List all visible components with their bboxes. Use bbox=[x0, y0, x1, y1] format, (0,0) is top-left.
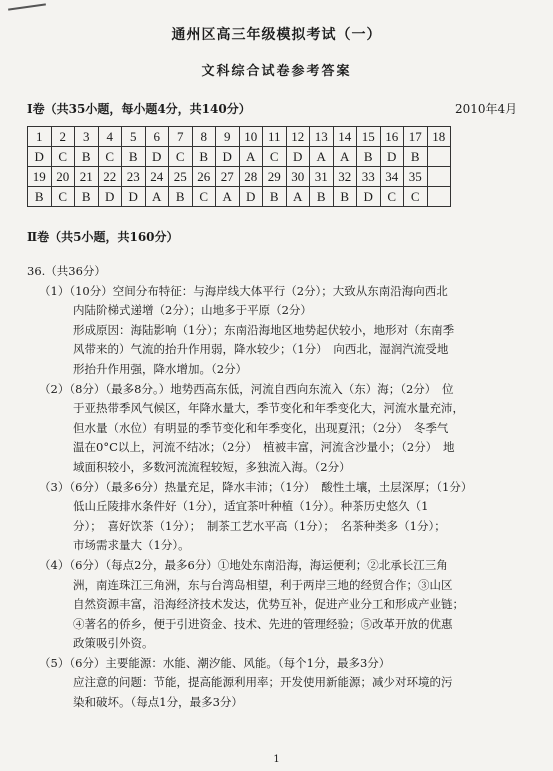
answer-cell: D bbox=[357, 187, 381, 207]
answer-cell: B bbox=[357, 147, 381, 167]
question-number-cell: 3 bbox=[75, 127, 99, 147]
answer-line: 洲，南连珠江三角洲，东与台湾岛相望，利于两岸三地的经贸合作；③山区 bbox=[73, 577, 453, 592]
question-number-cell: 14 bbox=[333, 127, 357, 147]
question-number-cell: 18 bbox=[427, 127, 451, 147]
question-number-cell: 7 bbox=[169, 127, 193, 147]
question-number-row bbox=[28, 167, 451, 187]
answer-line: 政策吸引外资。 bbox=[73, 636, 154, 651]
answer-line: （4）（6分）（每点2分，最多6分）①地处东南沿海，海运便利；②北承长江三角 bbox=[39, 557, 448, 572]
answer-cell: A bbox=[333, 147, 357, 167]
answer-cell: D bbox=[28, 147, 52, 167]
answer-cell: A bbox=[145, 187, 169, 207]
answer-line: 应注意的问题：节能，提高能源利用率；开发使用新能源；减少对环境的污 bbox=[73, 675, 453, 690]
answer-cell: C bbox=[51, 187, 75, 207]
question-number-cell: 4 bbox=[98, 127, 122, 147]
answer-line: 温在0°C以上，河流不结冰；（2分） 植被丰富，河流含沙量小；（2分） 地 bbox=[73, 440, 455, 455]
question-number-cell: 27 bbox=[216, 167, 240, 187]
question-number-cell: 15 bbox=[357, 127, 381, 147]
question-number-cell: 19 bbox=[28, 167, 52, 187]
answer-cell: C bbox=[404, 187, 428, 207]
answer-line: （1）（10分）空间分布特征：与海岸线大体平行（2分）；大致从东南沿海向西北 bbox=[39, 283, 448, 298]
question-number-row bbox=[28, 127, 451, 147]
answer-body bbox=[27, 262, 532, 713]
question-number-cell: 5 bbox=[122, 127, 146, 147]
answer-cell: C bbox=[169, 147, 193, 167]
answer-cell: D bbox=[122, 187, 146, 207]
answer-cell: D bbox=[216, 147, 240, 167]
answer-line: （5）（6分）主要能源：水能、潮汐能、风能。（每个1分，最多3分） bbox=[39, 655, 391, 670]
answer-line: 域面积较小，多数河流流程较短，多独流入海。（2分） bbox=[73, 459, 351, 474]
answer-line: （2）（8分）（最多8分。）地势西高东低，河流自西向东流入（东）海；（2分） 位 bbox=[39, 381, 454, 396]
answer-cell: D bbox=[98, 187, 122, 207]
answer-cell: D bbox=[286, 147, 310, 167]
question-number-cell: 9 bbox=[216, 127, 240, 147]
answer-cell bbox=[427, 147, 451, 167]
answer-cell: C bbox=[380, 187, 404, 207]
answer-cell: B bbox=[404, 147, 428, 167]
question-number-cell: 28 bbox=[239, 167, 263, 187]
question-number-cell: 29 bbox=[263, 167, 287, 187]
answer-line: 市场需求量大（1分）。 bbox=[73, 538, 190, 553]
answer-line: ④著名的侨乡，便于引进资金、技术、先进的管理经验；⑤改革开放的优惠 bbox=[73, 616, 453, 631]
answer-line: （3）（6分）（最多6分）热量充足，降水丰沛；（1分） 酸性土壤，土层深厚；（1分） bbox=[39, 479, 473, 494]
question-number-cell: 30 bbox=[286, 167, 310, 187]
question-number-cell: 16 bbox=[380, 127, 404, 147]
question-number-cell: 17 bbox=[404, 127, 428, 147]
answer-line: 内陆阶梯式递增（2分）；山地多于平原（2分） bbox=[73, 303, 312, 318]
answer-cell: B bbox=[310, 187, 334, 207]
answer-cell: B bbox=[333, 187, 357, 207]
answer-line: 低山丘陵排水条件好（1分），适宜茶叶种植（1分）。种茶历史悠久（1 bbox=[73, 499, 429, 514]
exam-date: 2010年4月 bbox=[455, 102, 518, 116]
question-number-cell: 24 bbox=[145, 167, 169, 187]
answer-row bbox=[28, 147, 451, 167]
question-heading: 36.（共36分） bbox=[27, 264, 106, 278]
answer-cell: B bbox=[169, 187, 193, 207]
answer-cell: C bbox=[98, 147, 122, 167]
question-number-cell: 11 bbox=[263, 127, 287, 147]
question-number-cell bbox=[427, 167, 451, 187]
question-number-cell: 10 bbox=[239, 127, 263, 147]
answer-cell: D bbox=[145, 147, 169, 167]
section1-heading: Ⅰ卷（共35小题，每小题4分，共140分） bbox=[27, 102, 251, 116]
section2-heading: Ⅱ卷（共5小题，共160分） bbox=[27, 230, 179, 244]
answer-line: 风带来的）气流的抬升作用弱，降水较少；（1分） 向西北，湿润汽流受地 bbox=[73, 342, 449, 357]
answer-line: 但水量（水位）有明显的季节变化和年季变化，出现夏汛；（2分） 冬季气 bbox=[73, 420, 449, 435]
answer-cell: B bbox=[192, 147, 216, 167]
question-number-cell: 25 bbox=[169, 167, 193, 187]
answer-line: 形成原因：海陆影响（1分）；东南沿海地区地势起伏较小，地形对（东南季 bbox=[73, 322, 455, 337]
question-number-cell: 23 bbox=[122, 167, 146, 187]
answer-table bbox=[27, 126, 451, 207]
question-number-cell: 33 bbox=[357, 167, 381, 187]
answer-line: 于亚热带季风气候区，年降水量大，季节变化和年季变化大，河流水量充沛， bbox=[73, 401, 464, 416]
question-number-cell: 22 bbox=[98, 167, 122, 187]
answer-cell: D bbox=[380, 147, 404, 167]
exam-title: 通州区高三年级模拟考试（一） bbox=[171, 27, 382, 43]
answer-cell: A bbox=[310, 147, 334, 167]
answer-cell: C bbox=[263, 147, 287, 167]
answer-cell: D bbox=[239, 187, 263, 207]
question-number-cell: 35 bbox=[404, 167, 428, 187]
answer-row bbox=[28, 187, 451, 207]
answer-line: 自然资源丰富，沿海经济技术发达，优势互补，促进产业分工和形成产业链； bbox=[73, 597, 464, 612]
question-number-cell: 1 bbox=[28, 127, 52, 147]
question-number-cell: 13 bbox=[310, 127, 334, 147]
question-number-cell: 26 bbox=[192, 167, 216, 187]
answer-cell: A bbox=[286, 187, 310, 207]
answer-cell: B bbox=[122, 147, 146, 167]
answer-cell: B bbox=[75, 147, 99, 167]
answer-line: 染和破坏。（每点1分，最多3分） bbox=[73, 695, 243, 710]
answer-cell bbox=[427, 187, 451, 207]
answer-line: 分）； 喜好饮茶（1分）； 制茶工艺水平高（1分）； 名茶种类多（1分）； bbox=[73, 518, 446, 533]
question-number-cell: 12 bbox=[286, 127, 310, 147]
question-number-cell: 20 bbox=[51, 167, 75, 187]
answer-cell: A bbox=[216, 187, 240, 207]
question-number-cell: 6 bbox=[145, 127, 169, 147]
question-number-cell: 32 bbox=[333, 167, 357, 187]
answer-cell: B bbox=[75, 187, 99, 207]
question-number-cell: 34 bbox=[380, 167, 404, 187]
page-number: 1 bbox=[273, 754, 280, 765]
answer-cell: C bbox=[192, 187, 216, 207]
question-number-cell: 8 bbox=[192, 127, 216, 147]
question-number-cell: 21 bbox=[75, 167, 99, 187]
answer-cell: C bbox=[51, 147, 75, 167]
answer-cell: A bbox=[239, 147, 263, 167]
pen-mark bbox=[8, 3, 46, 10]
answer-cell: B bbox=[263, 187, 287, 207]
question-number-cell: 2 bbox=[51, 127, 75, 147]
answer-key-subtitle: 文科综合试卷参考答案 bbox=[201, 64, 352, 79]
question-number-cell: 31 bbox=[310, 167, 334, 187]
answer-cell: B bbox=[28, 187, 52, 207]
answer-line: 形抬升作用强，降水增加。（2分） bbox=[73, 361, 248, 376]
